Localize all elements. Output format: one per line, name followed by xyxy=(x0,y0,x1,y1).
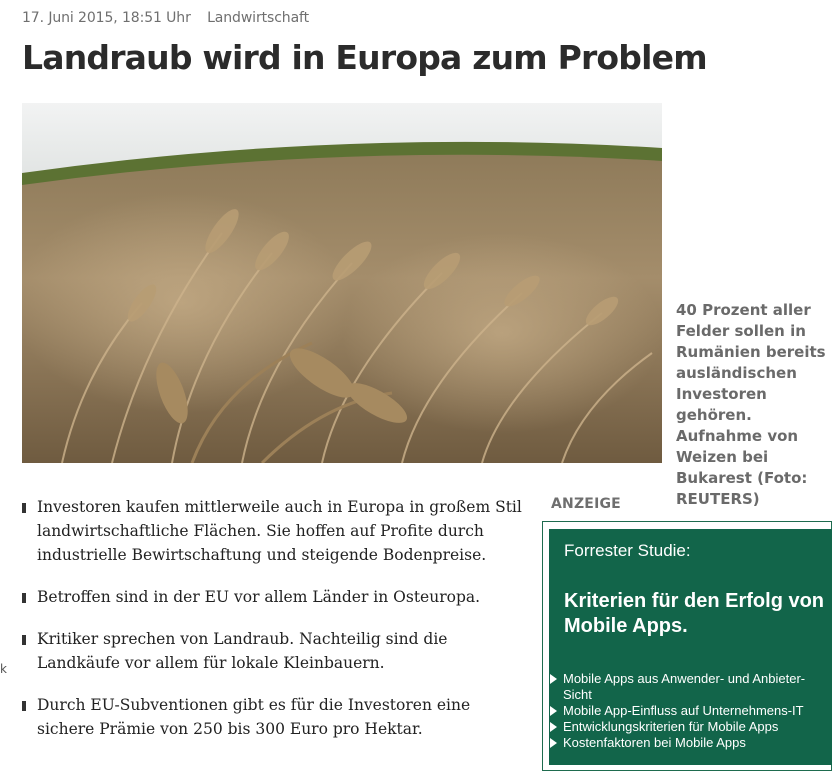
ad-title: Kriterien für den Erfolg von Mobile Apps. xyxy=(564,590,825,637)
summary-bullet: Durch EU-Subventionen gibt es für die Investoren eine sichere Prämie von 250 bis 300 Euro pro Hektar. xyxy=(22,693,522,741)
arrow-right-icon xyxy=(550,738,557,748)
ad-item[interactable] xyxy=(549,671,832,703)
arrow-right-icon xyxy=(550,706,557,716)
summary-bullet: Betroffen sind in der EU vor allem Länder in Osteuropa. xyxy=(22,585,522,609)
article-category-link[interactable]: Landwirtschaft xyxy=(207,10,310,26)
ad-item-label: Entwicklungskriterien für Mobile Apps xyxy=(563,719,779,734)
left-edge-mark: k xyxy=(0,662,7,676)
article-date: 17. Juni 2015, 18:51 Uhr xyxy=(22,10,191,26)
ad-kicker: Forrester Studie: xyxy=(564,541,691,560)
ad-item[interactable] xyxy=(549,735,832,751)
ad-item[interactable] xyxy=(549,703,832,719)
ad-item-label: Mobile App-Einfluss auf Unternehmens-IT xyxy=(563,703,804,718)
ad-item-label: Kostenfaktoren bei Mobile Apps xyxy=(563,735,746,750)
ad-item-list xyxy=(549,671,832,751)
arrow-right-icon xyxy=(550,674,557,684)
ad-panel[interactable] xyxy=(549,529,832,765)
advertisement-banner[interactable] xyxy=(542,521,832,771)
arrow-right-icon xyxy=(550,722,557,732)
ad-label: ANZEIGE xyxy=(551,496,621,512)
photo-caption: 40 Prozent aller Felder sollen in Rumänien bereits ausländischen Investoren gehören. Aufnahme von Weizen bei Bukarest (Foto: REUTERS) xyxy=(676,301,826,508)
wheat-field-illustration xyxy=(22,103,662,463)
article-photo[interactable] xyxy=(22,103,662,463)
ad-item-label: Mobile Apps aus Anwender- und Anbieter-Sicht xyxy=(563,671,806,702)
article-headline: Landraub wird in Europa zum Problem xyxy=(22,38,707,77)
summary-bullet: Kritiker sprechen von Landraub. Nachteilig sind die Landkäufe vor allem für lokale Kleinbauern. xyxy=(22,627,522,675)
summary-bullet: Investoren kaufen mittlerweile auch in Europa in großem Stil landwirtschaftliche Flächen. Sie hoffen auf Profite durch industrielle Bewirtschaftung und steigende Bodenpreise. xyxy=(22,495,522,567)
ad-item[interactable] xyxy=(549,719,832,735)
article-meta xyxy=(22,10,309,26)
summary-bullet-list xyxy=(22,495,522,759)
